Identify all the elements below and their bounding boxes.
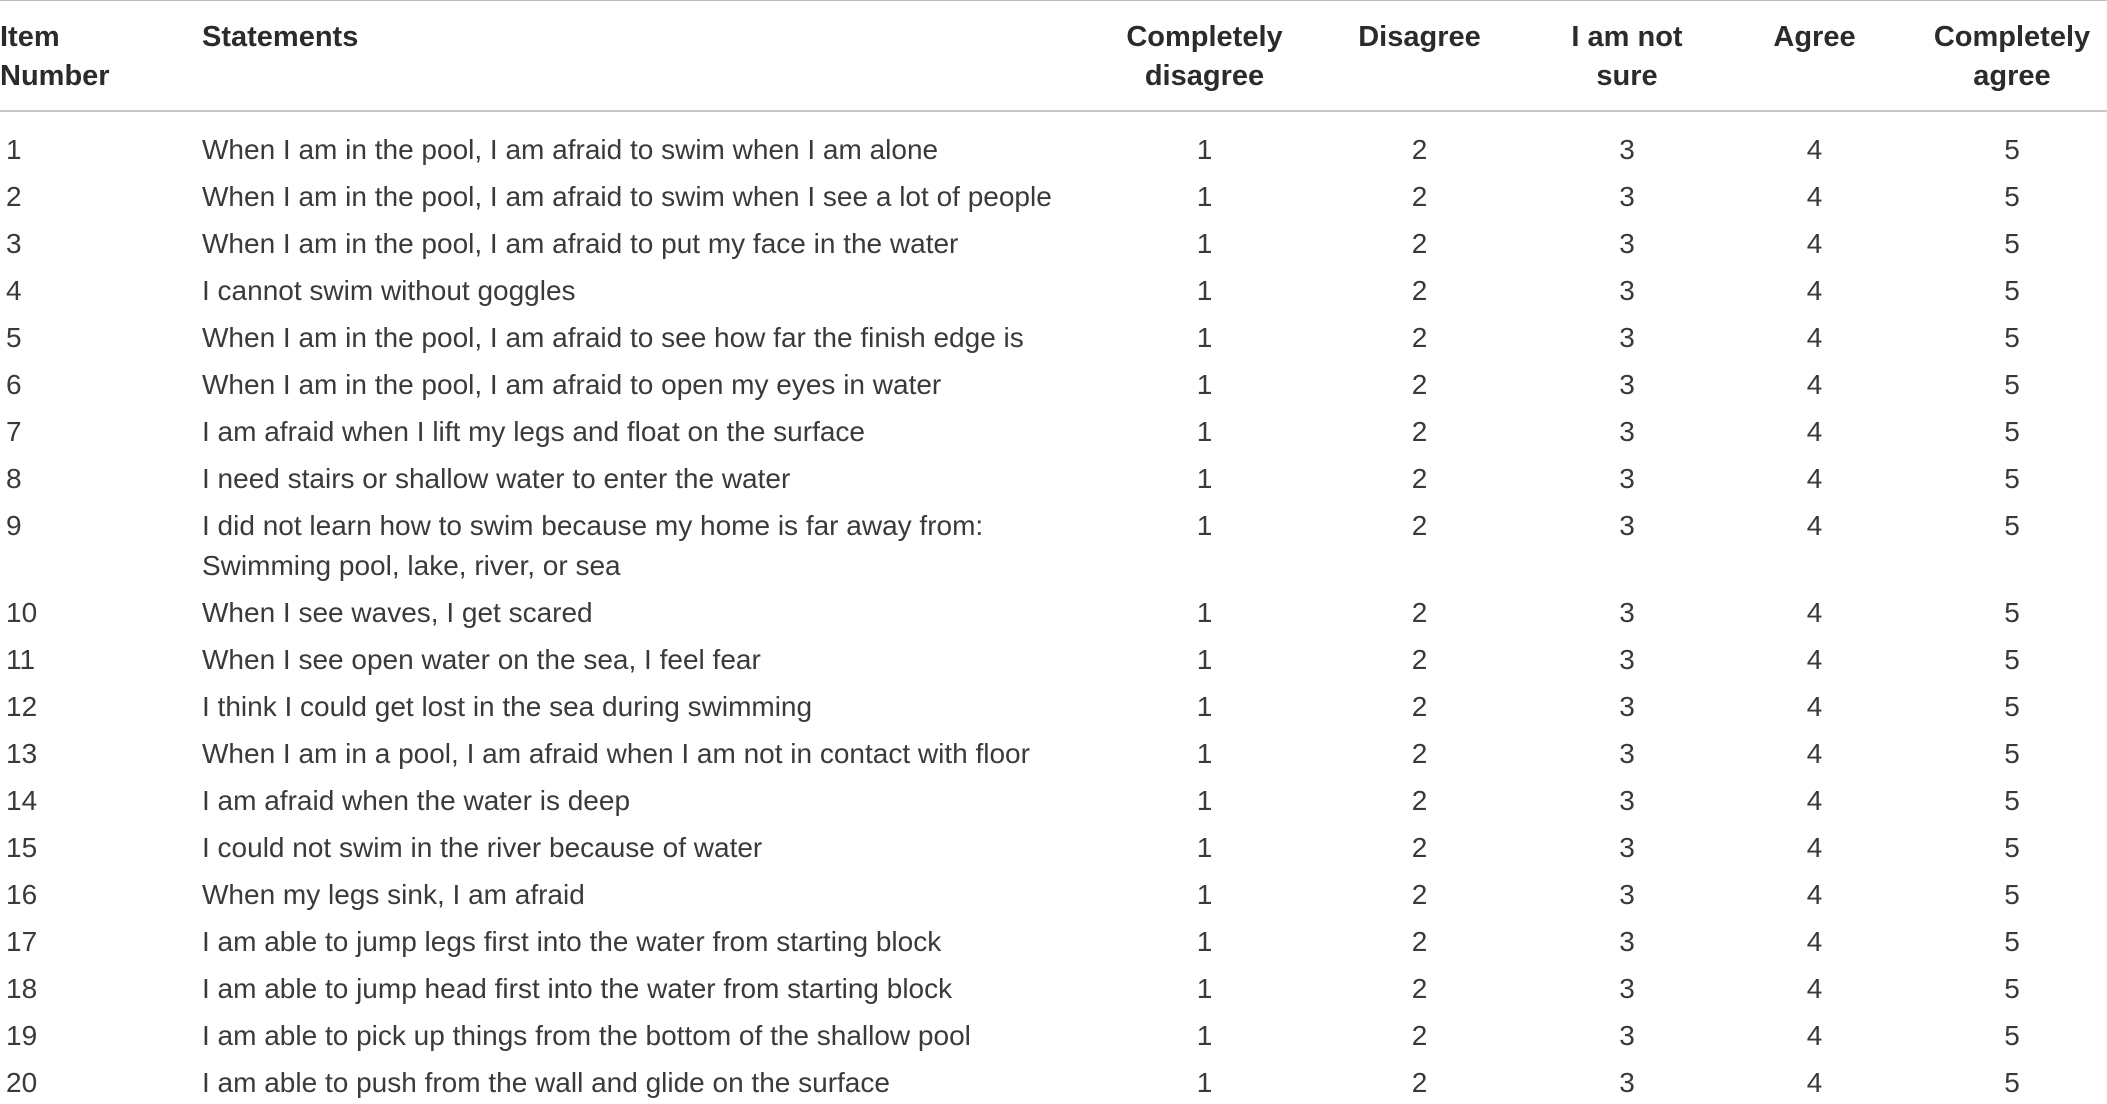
statement-cell: I did not learn how to swim because my home is far away from: Swimming pool, lake, river, or sea (202, 509, 984, 581)
statement-cell: I cannot swim without goggles (202, 274, 576, 306)
item-number-cell: 11 (6, 643, 36, 675)
scale-value-cell: 4 (1806, 737, 1823, 769)
scale-value-cell: 1 (1196, 925, 1213, 957)
header-not-sure: I am not sure (1571, 21, 1683, 92)
scale-value-cell: 2 (1411, 972, 1428, 1004)
scale-value-cell: 3 (1619, 368, 1635, 400)
scale-value-cell: 4 (1806, 368, 1823, 400)
scale-value-cell: 3 (1619, 737, 1635, 769)
scale-value-cell: 2 (1411, 784, 1428, 816)
table-row (0, 587, 2107, 634)
scale-value-cell: 2 (1411, 925, 1428, 957)
scale-value-cell: 1 (1196, 643, 1213, 675)
scale-value-cell: 3 (1619, 643, 1635, 675)
header-completely-agree: Completely agree (1933, 21, 2091, 92)
item-number-cell: 2 (6, 180, 22, 212)
item-number-cell: 16 (6, 878, 38, 910)
scale-value-cell: 1 (1196, 1066, 1213, 1098)
scale-value-cell: 5 (2004, 1066, 2020, 1098)
scale-value-cell: 2 (1411, 274, 1428, 306)
table-row (0, 265, 2107, 312)
statement-cell: When I see waves, I get scared (202, 596, 593, 628)
statement-cell: When I am in the pool, I am afraid to put my face in the water (202, 227, 959, 259)
scale-value-cell: 1 (1196, 509, 1213, 541)
scale-value-cell: 1 (1196, 1019, 1213, 1051)
scale-value-cell: 1 (1196, 133, 1213, 165)
scale-value-cell: 3 (1619, 133, 1635, 165)
scale-value-cell: 3 (1619, 925, 1635, 957)
scale-value-cell: 2 (1411, 643, 1428, 675)
statement-cell: I am able to pick up things from the bottom of the shallow pool (202, 1019, 971, 1051)
table-row (0, 218, 2107, 265)
header-row (0, 1, 2107, 111)
statement-cell: When I am in the pool, I am afraid to swim when I am alone (202, 133, 939, 165)
scale-value-cell: 4 (1806, 643, 1823, 675)
scale-value-cell: 5 (2004, 737, 2020, 769)
scale-value-cell: 5 (2004, 321, 2020, 353)
table-row (0, 171, 2107, 218)
scale-value-cell: 3 (1619, 831, 1635, 863)
table-row (0, 453, 2107, 500)
scale-value-cell: 1 (1196, 227, 1213, 259)
scale-value-cell: 1 (1196, 737, 1213, 769)
scale-value-cell: 5 (2004, 509, 2020, 541)
table-row (0, 916, 2107, 963)
scale-value-cell: 3 (1619, 509, 1635, 541)
scale-value-cell: 3 (1619, 596, 1635, 628)
table-row (0, 359, 2107, 406)
scale-value-cell: 1 (1196, 596, 1213, 628)
scale-value-cell: 1 (1196, 972, 1213, 1004)
table-row (0, 312, 2107, 359)
scale-value-cell: 5 (2004, 784, 2020, 816)
scale-value-cell: 1 (1196, 321, 1213, 353)
scale-value-cell: 5 (2004, 878, 2020, 910)
scale-value-cell: 5 (2004, 227, 2020, 259)
table-row (0, 775, 2107, 822)
statement-cell: I need stairs or shallow water to enter the water (202, 462, 791, 494)
table-body (0, 111, 2107, 1104)
table-row (0, 869, 2107, 916)
scale-value-cell: 2 (1411, 831, 1428, 863)
scale-value-cell: 1 (1196, 878, 1213, 910)
scale-value-cell: 2 (1411, 1019, 1428, 1051)
table-header (0, 1, 2107, 111)
scale-value-cell: 2 (1411, 737, 1428, 769)
item-number-cell: 8 (6, 462, 22, 494)
item-number-cell: 15 (6, 831, 38, 863)
header-item-number: Item Number (0, 21, 110, 92)
scale-value-cell: 2 (1411, 509, 1428, 541)
scale-value-cell: 4 (1806, 831, 1823, 863)
item-number-cell: 12 (6, 690, 38, 722)
item-number-cell: 9 (6, 509, 22, 541)
scale-value-cell: 2 (1411, 596, 1428, 628)
scale-value-cell: 4 (1806, 925, 1823, 957)
item-number-cell: 18 (6, 972, 38, 1004)
table-row (0, 1010, 2107, 1057)
item-number-cell: 7 (6, 415, 22, 447)
scale-value-cell: 3 (1619, 784, 1635, 816)
item-number-cell: 19 (6, 1019, 38, 1051)
scale-value-cell: 1 (1196, 415, 1213, 447)
scale-value-cell: 2 (1411, 415, 1428, 447)
scale-value-cell: 5 (2004, 462, 2020, 494)
scale-value-cell: 2 (1411, 133, 1428, 165)
item-number-cell: 13 (6, 737, 38, 769)
scale-value-cell: 5 (2004, 415, 2020, 447)
statement-cell: When I am in the pool, I am afraid to swim when I see a lot of people (202, 180, 1052, 212)
item-number-cell: 6 (6, 368, 22, 400)
statement-cell: When I see open water on the sea, I feel fear (202, 643, 761, 675)
header-disagree: Disagree (1358, 21, 1481, 53)
header-completely-disagree: Completely disagree (1126, 21, 1283, 92)
scale-value-cell: 2 (1411, 180, 1428, 212)
table-row (0, 822, 2107, 869)
statement-cell: I am afraid when the water is deep (202, 784, 631, 816)
scale-value-cell: 5 (2004, 690, 2020, 722)
item-number-cell: 17 (6, 925, 38, 957)
statement-cell: When I am in the pool, I am afraid to see how far the finish edge is (202, 321, 1024, 353)
scale-value-cell: 1 (1196, 274, 1213, 306)
scale-value-cell: 5 (2004, 643, 2020, 675)
scale-value-cell: 4 (1806, 878, 1823, 910)
statement-cell: When I am in a pool, I am afraid when I am not in contact with floor (202, 737, 1030, 769)
scale-value-cell: 4 (1806, 1019, 1823, 1051)
scale-value-cell: 3 (1619, 321, 1635, 353)
table-row (0, 111, 2107, 171)
scale-value-cell: 4 (1806, 415, 1823, 447)
statement-cell: I could not swim in the river because of water (202, 831, 763, 863)
statement-cell: When my legs sink, I am afraid (202, 878, 585, 910)
scale-value-cell: 1 (1196, 784, 1213, 816)
scale-value-cell: 3 (1619, 274, 1635, 306)
scale-value-cell: 2 (1411, 1066, 1428, 1098)
statement-cell: I am able to jump head first into the water from starting block (202, 972, 953, 1004)
item-number-cell: 3 (6, 227, 22, 259)
table-row (0, 500, 2107, 587)
table-row (0, 963, 2107, 1010)
scale-value-cell: 4 (1806, 180, 1823, 212)
scale-value-cell: 3 (1619, 180, 1635, 212)
table-row (0, 1057, 2107, 1104)
scale-value-cell: 5 (2004, 274, 2020, 306)
table-row (0, 634, 2107, 681)
scale-value-cell: 5 (2004, 831, 2020, 863)
scale-value-cell: 1 (1196, 462, 1213, 494)
scale-value-cell: 4 (1806, 784, 1823, 816)
scale-value-cell: 2 (1411, 878, 1428, 910)
scale-value-cell: 5 (2004, 180, 2020, 212)
scale-value-cell: 4 (1806, 509, 1823, 541)
scale-value-cell: 3 (1619, 227, 1635, 259)
scale-value-cell: 2 (1411, 321, 1428, 353)
table-row (0, 728, 2107, 775)
statement-cell: When I am in the pool, I am afraid to open my eyes in water (202, 368, 942, 400)
item-number-cell: 10 (6, 596, 38, 628)
scale-value-cell: 4 (1806, 1066, 1823, 1098)
scale-value-cell: 5 (2004, 368, 2020, 400)
scale-value-cell: 1 (1196, 368, 1213, 400)
scale-value-cell: 4 (1806, 596, 1823, 628)
item-number-cell: 5 (6, 321, 22, 353)
scale-value-cell: 2 (1411, 227, 1428, 259)
scale-value-cell: 3 (1619, 690, 1635, 722)
scale-value-cell: 3 (1619, 415, 1635, 447)
table-row (0, 681, 2107, 728)
scale-value-cell: 2 (1411, 368, 1428, 400)
scale-value-cell: 1 (1196, 180, 1213, 212)
scale-value-cell: 3 (1619, 878, 1635, 910)
header-agree: Agree (1773, 21, 1856, 53)
scale-value-cell: 4 (1806, 227, 1823, 259)
statement-cell: I am afraid when I lift my legs and float on the surface (202, 415, 866, 447)
statement-cell: I think I could get lost in the sea during swimming (202, 690, 813, 722)
table-row (0, 406, 2107, 453)
scale-value-cell: 4 (1806, 972, 1823, 1004)
item-number-cell: 20 (6, 1066, 38, 1098)
scale-value-cell: 5 (2004, 972, 2020, 1004)
scale-value-cell: 3 (1619, 972, 1635, 1004)
item-number-cell: 1 (6, 133, 22, 165)
scale-value-cell: 5 (2004, 596, 2020, 628)
scale-value-cell: 3 (1619, 1019, 1635, 1051)
scale-value-cell: 4 (1806, 274, 1823, 306)
scale-value-cell: 2 (1411, 690, 1428, 722)
scale-value-cell: 1 (1196, 831, 1213, 863)
scale-value-cell: 4 (1806, 133, 1823, 165)
scale-value-cell: 5 (2004, 925, 2020, 957)
item-number-cell: 14 (6, 784, 38, 816)
header-statements: Statements (202, 21, 359, 53)
statement-cell: I am able to push from the wall and glide on the surface (202, 1066, 890, 1098)
scale-value-cell: 4 (1806, 321, 1823, 353)
scale-value-cell: 5 (2004, 133, 2020, 165)
item-number-cell: 4 (6, 274, 22, 306)
scale-value-cell: 2 (1411, 462, 1428, 494)
scale-value-cell: 4 (1806, 462, 1823, 494)
scale-value-cell: 4 (1806, 690, 1823, 722)
scale-value-cell: 5 (2004, 1019, 2020, 1051)
statement-cell: I am able to jump legs first into the water from starting block (202, 925, 942, 957)
scale-value-cell: 3 (1619, 1066, 1635, 1098)
scale-value-cell: 3 (1619, 462, 1635, 494)
scale-value-cell: 1 (1196, 690, 1213, 722)
